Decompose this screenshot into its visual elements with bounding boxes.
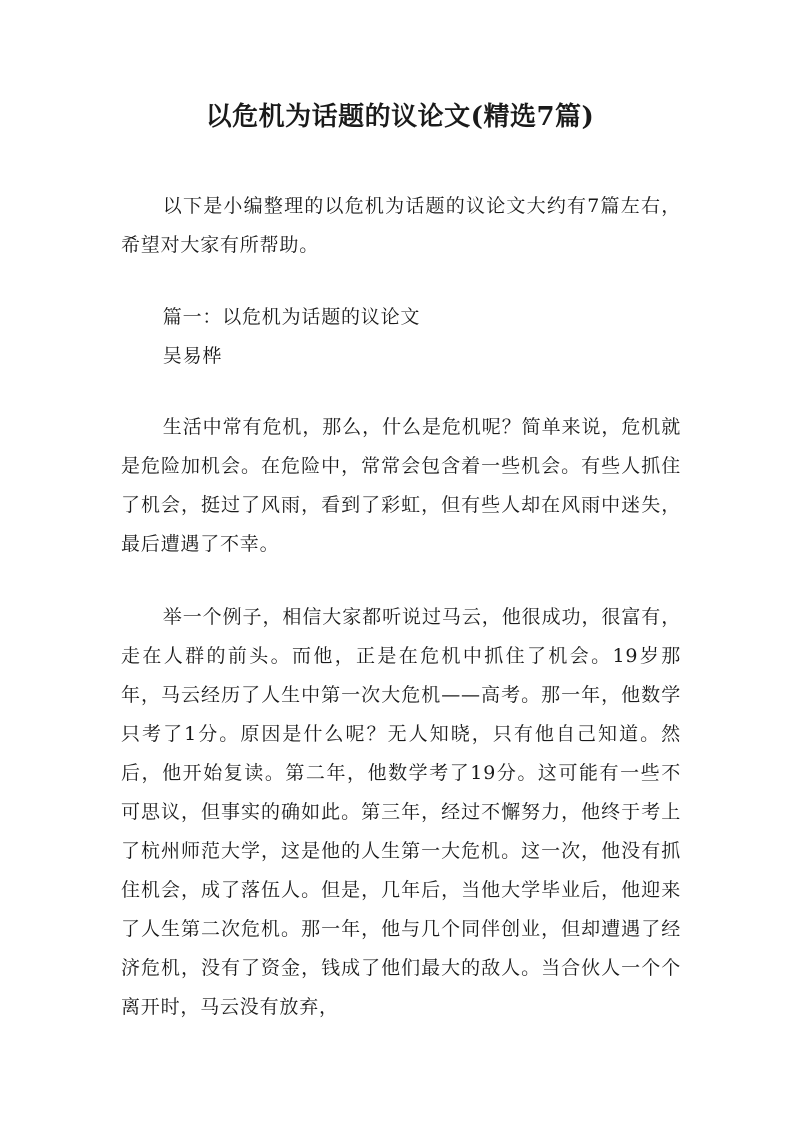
document-title: 以危机为话题的议论文(精选7篇) [205, 102, 595, 132]
chapter-heading: 篇一：以危机为话题的议论文 [162, 306, 421, 328]
author-name: 吴易桦 [162, 345, 223, 367]
body-paragraph-2: 举一个例子，相信大家都听说过马云，他很成功，很富有，走在人群的前头。而他，正是在危机中抓住了机会。19岁那年，马云经历了人生中第一次大危机——高考。那一年，他数学只考了1分。原因是什么呢？无人知晓，只有他自己知道。然后，他开始复读。第二年，他数学考了19分。这可能有一些不可思议，但事实的确如此。第三年，经过不懈努力，他终于考上了杭州师范大学，这是他的人生第一大危机。这一次，他没有抓住机会，成了落伍人。但是，几年后，当他大学毕业后，他迎来了人生第二次危机。那一年，他与几个同伴创业，但却遭遇了经济危机，没有了资金，钱成了他们最大的敌人。当合伙人一个个离开时，马云没有放弃， [121, 606, 681, 1018]
body-paragraph-1: 生活中常有危机，那么，什么是危机呢？简单来说，危机就是危险加机会。在危险中，常常会包含着一些机会。有些人抓住了机会，挺过了风雨，看到了彩虹，但有些人却在风雨中迷失，最后遭遇了不幸。 [121, 416, 681, 555]
intro-paragraph: 以下是小编整理的以危机为话题的议论文大约有7篇左右，希望对大家有所帮助。 [121, 195, 681, 256]
